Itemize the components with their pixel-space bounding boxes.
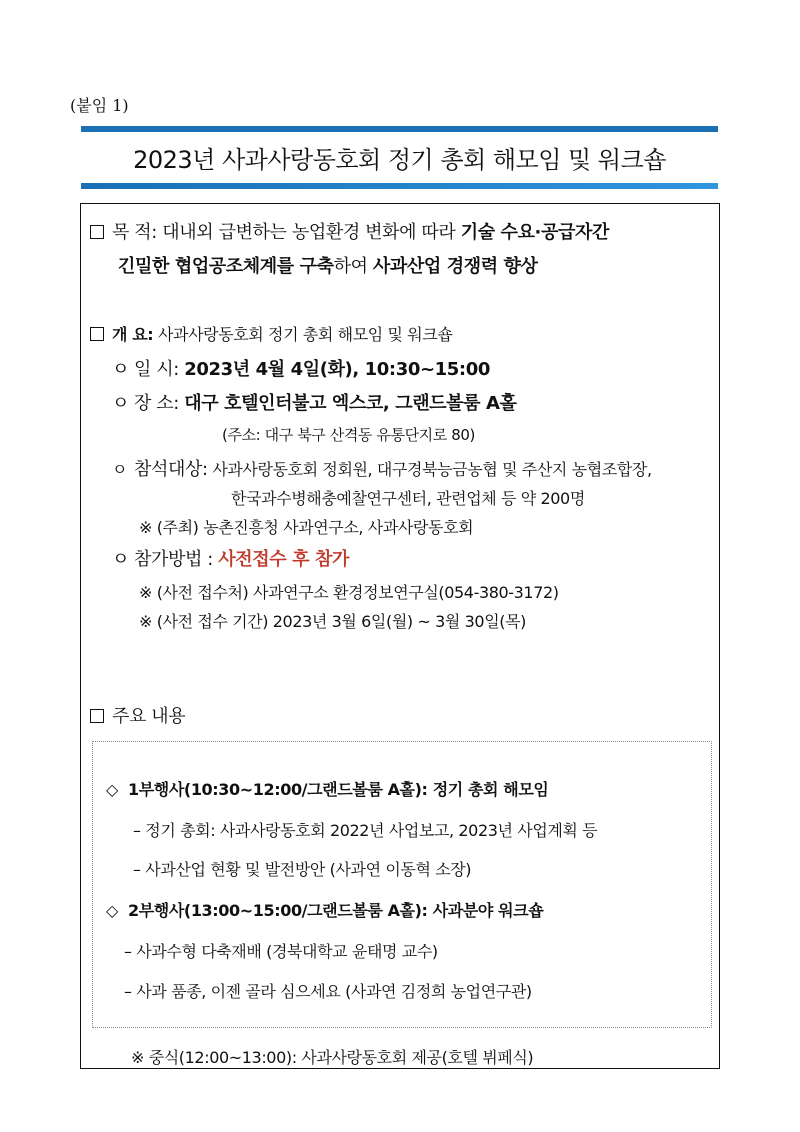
date-label: 일 시: [134, 359, 179, 380]
event-2-title [106, 898, 543, 921]
circle-bullet-icon: ㅇ [112, 393, 129, 414]
place-row [112, 389, 517, 415]
registration-office: ※ (사전 접수처) 사과연구소 환경정보연구실(054-380-3172) [139, 583, 559, 602]
lunch-note: ※ 중식(12:00~13:00): 사과사랑동호회 제공(호텔 뷔페식) [131, 1048, 534, 1067]
place-value: 대구 호텔인터불고 엑스코, 그랜드볼룸 A홀 [184, 393, 517, 414]
registration-period: ※ (사전 접수 기간) 2023년 3월 6일(월) ~ 3월 30일(목) [139, 612, 526, 631]
event-1-item-1: – 정기 총회: 사과사랑동호회 2022년 사업보고, 2023년 사업계획 등 [133, 821, 598, 840]
attachment-label: (붙임 1) [70, 96, 129, 115]
circle-bullet-icon: ㅇ [112, 359, 129, 380]
event-1-title-text: 1부행사(10:30~12:00/그랜드볼룸 A홀): 정기 총회 해모임 [128, 780, 549, 799]
place-label: 장 소: [134, 393, 179, 414]
purpose-goal: 사과산업 경쟁력 향상 [372, 256, 538, 277]
main-content-heading [90, 702, 185, 728]
purpose-line-1 [90, 218, 609, 244]
circle-bullet-icon: ㅇ [112, 460, 128, 479]
purpose-text: 대내외 급변하는 농업환경 변화에 따라 [162, 222, 456, 243]
method-row [112, 545, 349, 571]
circle-bullet-icon: ㅇ [112, 549, 129, 570]
overview-text: 사과사랑동호회 정기 총회 해모임 및 워크숍 [157, 325, 453, 344]
host-note: ※ (주최) 농촌진흥청 사과연구소, 사과사랑동호회 [139, 518, 474, 537]
diamond-bullet-icon: ◇ [106, 901, 118, 920]
purpose-highlight: 기술 수요·공급자간 [460, 222, 609, 243]
event-2-item-2: – 사과 품종, 이젠 골라 심으세요 (사과연 김정희 농업연구관) [124, 982, 532, 1001]
event-1-item-2: – 사과산업 현황 및 발전방안 (사과연 이동혁 소장) [133, 860, 472, 879]
overview-label: 개 요: [112, 325, 154, 344]
method-value: 사전접수 후 참가 [218, 549, 349, 570]
date-row [112, 355, 490, 381]
diamond-bullet-icon: ◇ [106, 780, 118, 799]
attendees-line-2: 한국과수병해충예찰연구센터, 관련업체 등 약 200명 [231, 489, 585, 508]
checkbox-square-icon [90, 225, 104, 239]
checkbox-square-icon [90, 327, 104, 341]
purpose-line-2 [118, 252, 538, 278]
date-value: 2023년 4월 4일(화), 10:30~15:00 [184, 359, 490, 380]
page-title: 2023년 사과사랑동호회 정기 총회 해모임 및 워크숍 [133, 146, 666, 174]
purpose-highlight-2: 긴밀한 협업공조체계를 구축 [118, 256, 334, 277]
event-2-title-text: 2부행사(13:00~15:00/그랜드볼룸 A홀): 사과분야 워크숍 [128, 901, 544, 920]
title-top-bar [81, 126, 718, 132]
address: (주소: 대구 북구 산격동 유통단지로 80) [222, 426, 475, 444]
purpose-label: 목 적: [112, 222, 157, 243]
title-bottom-bar [81, 183, 718, 189]
event-1-title [106, 777, 548, 800]
purpose-connector: 하여 [333, 256, 368, 277]
method-label: 참가방법 : [134, 549, 213, 570]
main-content-label: 주요 내용 [112, 706, 186, 727]
overview-heading [90, 322, 452, 345]
attendees-label: 참석대상: [134, 459, 208, 480]
attendees-row [112, 455, 652, 481]
checkbox-square-icon [90, 709, 104, 723]
attendees-line-1: 사과사랑동호회 정회원, 대구경북능금농협 및 주산지 농협조합장, [212, 460, 652, 479]
event-2-item-1: – 사과수형 다축재배 (경북대학교 윤태명 교수) [124, 942, 438, 961]
